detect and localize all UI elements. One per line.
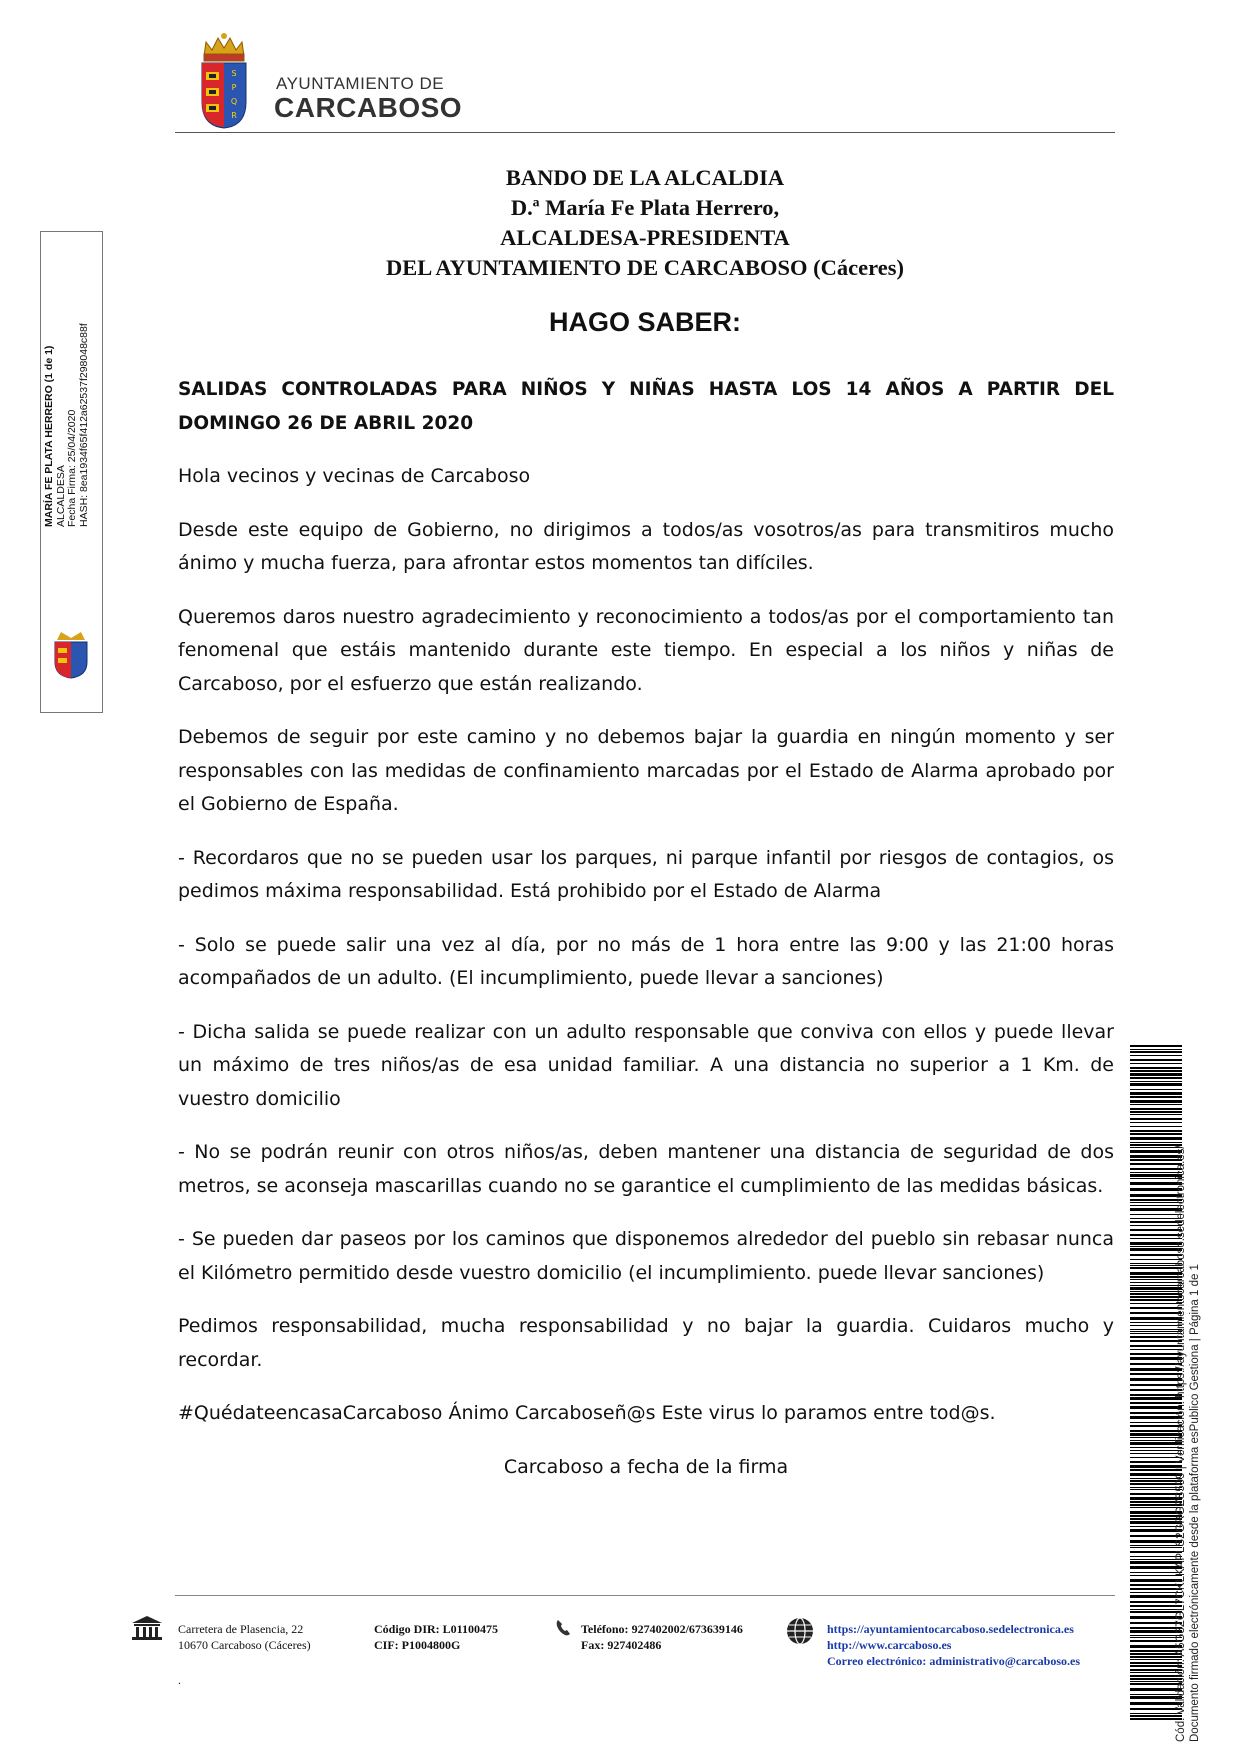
barcode-bar	[1130, 1059, 1182, 1061]
dir-value: L01100475	[442, 1622, 499, 1636]
title-line: DEL AYUNTAMIENTO DE CARCABOSO (Cáceres)	[386, 255, 904, 280]
email-label: Correo electrónico:	[827, 1654, 927, 1668]
email-link[interactable]: administrativo@carcaboso.es	[929, 1654, 1081, 1668]
signature-box	[40, 231, 103, 713]
dir-label: Código DIR:	[374, 1622, 440, 1636]
signer-name: MARÍA FE PLATA HERRERO (1 de 1)	[43, 345, 55, 527]
footer-codes	[374, 1621, 498, 1653]
title-line: BANDO DE LA ALCALDIA	[505, 165, 785, 190]
org-name-prefix: AYUNTAMIENTO DE	[276, 74, 445, 93]
body-paragraph: #QuédateencasaCarcaboso Ánimo Carcaboseñ@s Este virus lo paramos entre tod@s.	[178, 1402, 996, 1424]
logo-letter: Q	[230, 97, 238, 106]
barcode-bar	[1130, 1055, 1182, 1056]
body-paragraph: - Se pueden dar paseos por los caminos que disponemos alrededor del pueblo sin rebasar nunca el Kilómetro permitido desde vuestro domicilio (el incumplimiento. puede llevar sanciones)	[178, 1228, 1114, 1284]
logo-letter: P	[231, 83, 237, 92]
announcement-heading: HAGO SABER:	[548, 307, 741, 337]
fax-value: 927402486	[607, 1638, 662, 1652]
coat-of-arms-seal	[49, 630, 93, 680]
body-paragraph: Pedimos responsabilidad, mucha responsabilidad y no bajar la guardia. Cuidaros mucho y recordar.	[178, 1315, 1114, 1371]
signature-details	[44, 233, 100, 527]
building-icon	[130, 1615, 164, 1641]
decree-title	[175, 163, 1115, 283]
footer-mark: .	[178, 1673, 181, 1687]
footer-phones	[581, 1621, 743, 1653]
footer-divider	[175, 1595, 1115, 1596]
validation-code: Cód. Validación: A5G3ZGL7CKLKAPLS2GRGZS599 | Verificación: https://ayuntamientocarcaboso.sedelectronica.es/	[1175, 1145, 1187, 1742]
signature-hash: HASH: 8ea1934f65f412a62537f298048c88f	[77, 323, 90, 527]
closing-line: Carcaboso a fecha de la firma	[503, 1455, 789, 1478]
title-line: ALCALDESA-PRESIDENTA	[500, 225, 790, 250]
footer-links	[827, 1621, 1080, 1669]
decree-body	[178, 373, 1114, 1504]
signature-date: Fecha Firma: 25/04/2020	[66, 409, 78, 527]
footer-address	[178, 1621, 311, 1653]
logo-letter: R	[231, 111, 237, 120]
body-paragraph: - No se podrán reunir con otros niños/as, deben mantener una distancia de seguridad de dos metros, se aconseja mascarillas cuando no se garantice el cumplimiento de las medidas básicas.	[178, 1141, 1114, 1197]
platform-note: Documento firmado electrónicamente desde la plataforma esPublico Gestiona | Página 1 de 1	[1189, 1264, 1201, 1742]
barcode-bar	[1130, 1049, 1182, 1050]
address-street: Carretera de Plasencia, 22	[178, 1622, 304, 1636]
title-line: D.ª María Fe Plata Herrero,	[510, 195, 780, 220]
header-divider	[175, 132, 1115, 133]
body-paragraph: Hola vecinos y vecinas de Carcaboso	[178, 465, 531, 487]
fax-label: Fax:	[581, 1638, 605, 1652]
coat-of-arms-logo	[196, 30, 252, 130]
validation-text	[1174, 1062, 1222, 1742]
body-paragraph: Desde este equipo de Gobierno, no dirigimos a todos/as vosotros/as para transmitiros mucho ánimo y mucha fuerza, para afrontar estos momentos tan difíciles.	[178, 518, 1114, 574]
barcode-bar	[1130, 1045, 1182, 1047]
cif-label: CIF:	[374, 1638, 399, 1652]
website-link[interactable]: http://www.carcaboso.es	[827, 1638, 952, 1652]
body-paragraph: - Recordaros que no se pueden usar los parques, ni parque infantil por riesgos de contagios, os pedimos máxima responsabilidad. Está prohibido por el Estado de Alarma	[178, 846, 1114, 902]
cif-value: P1004800G	[401, 1638, 461, 1652]
barcode-bar	[1130, 1051, 1182, 1053]
subject-heading: SALIDAS CONTROLADAS PARA NIÑOS Y NIÑAS HASTA LOS 14 AÑOS A PARTIR DEL DOMINGO 26 DE ABRIL 2020	[178, 379, 1114, 434]
body-paragraph: - Solo se puede salir una vez al día, por no más de 1 hora entre las 9:00 y las 21:00 horas acompañados de un adulto. (El incumplimiento, puede llevar a sanciones)	[178, 933, 1114, 989]
address-city: 10670 Carcaboso (Cáceres)	[178, 1638, 311, 1652]
phone-value: 927402002/673639146	[631, 1622, 743, 1636]
body-paragraph: - Dicha salida se puede realizar con un adulto responsable que conviva con ellos y puede llevar un máximo de tres niños/as de esa unidad familiar. A una distancia no superior a 1 Km. de vuestro domicilio	[178, 1020, 1114, 1110]
body-paragraph: Debemos de seguir por este camino y no debemos bajar la guardia en ningún momento y ser responsables con las medidas de confinamiento marcadas por el Estado de Alarma aprobado por el Gobierno de España.	[178, 726, 1114, 815]
org-name: CARCABOSO	[274, 92, 463, 123]
sede-link[interactable]: https://ayuntamientocarcaboso.sedelectronica.es	[827, 1622, 1074, 1636]
globe-icon	[786, 1617, 814, 1645]
body-paragraph: Queremos daros nuestro agradecimiento y reconocimiento a todos/as por el comportamiento tan fenomenal que estáis mantenido durante este tiempo. En especial a los niños y niñas de Carcaboso, por el esfuerzo que están realizando.	[178, 605, 1114, 695]
signer-role: ALCALDESA	[54, 465, 67, 527]
phone-label: Teléfono:	[581, 1622, 629, 1636]
phone-icon	[555, 1619, 571, 1637]
logo-letter: S	[231, 69, 237, 78]
